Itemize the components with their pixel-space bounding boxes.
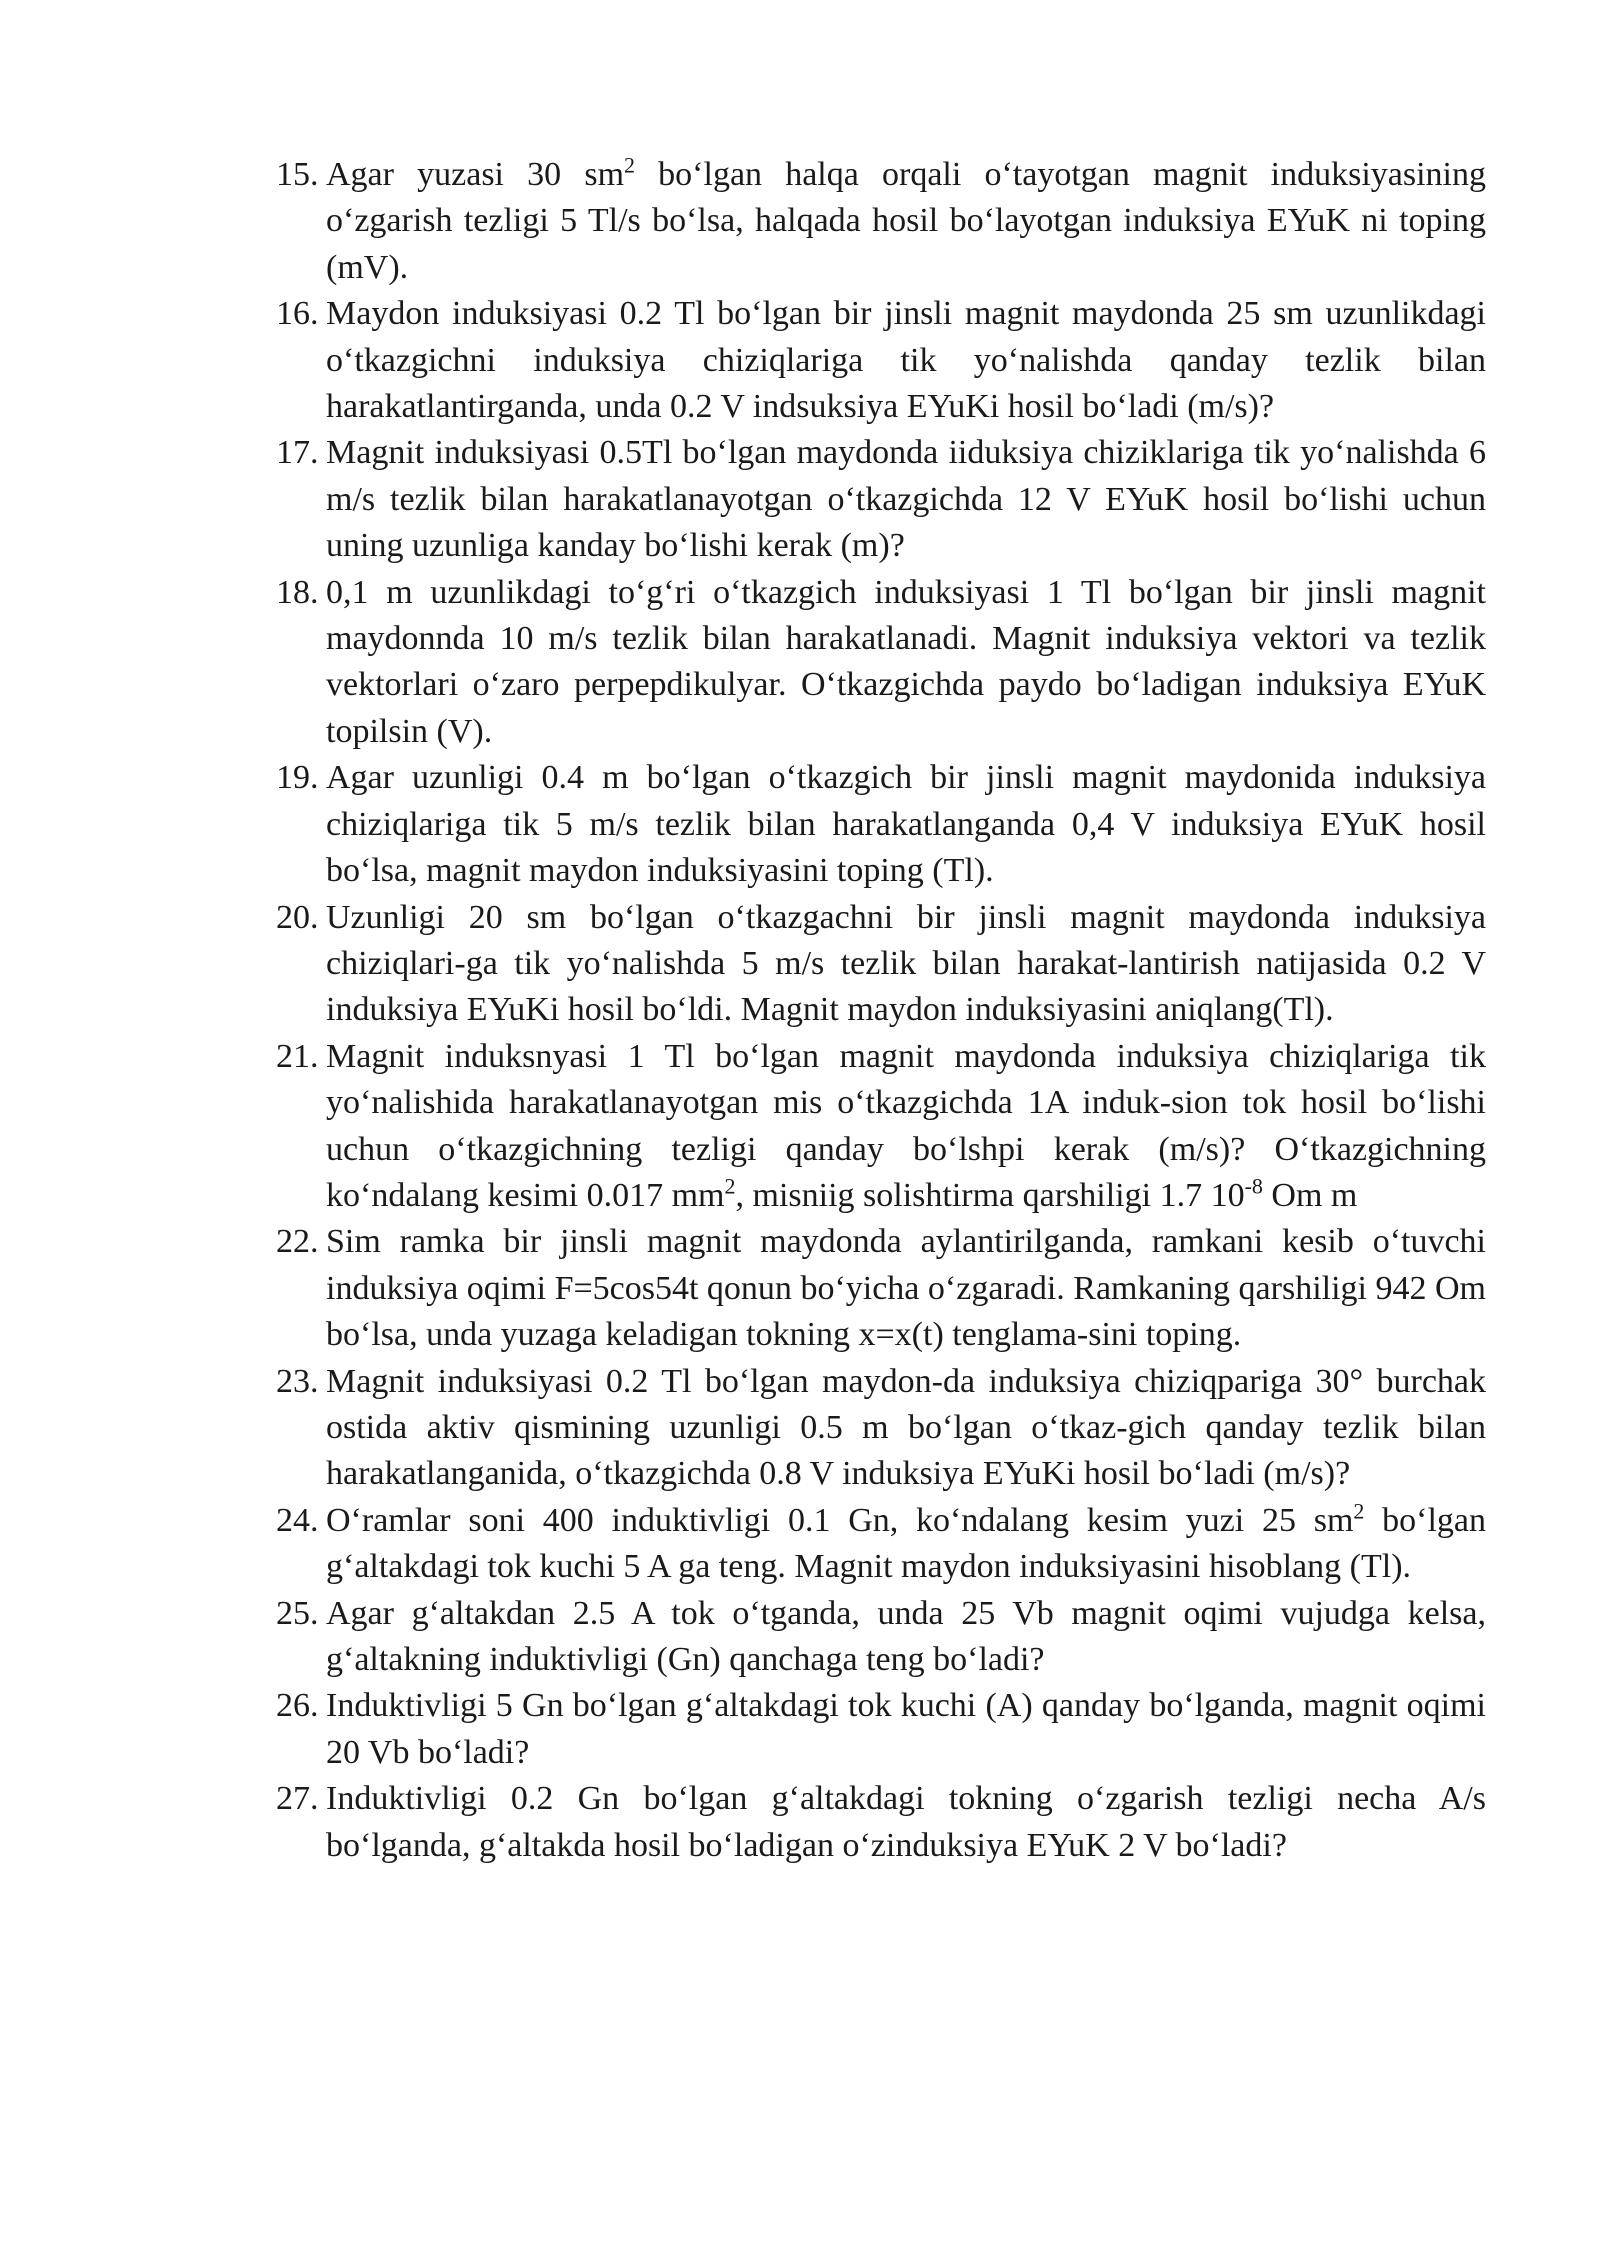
problem-number: 27. [276,1780,319,1818]
superscript: -8 [1244,1173,1263,1199]
problem-text [326,1363,1486,1493]
superscript: 2 [1353,1498,1365,1524]
problem-item [276,1498,1486,1591]
problem-number: 26. [276,1687,319,1725]
text-run: Agar g‘altakdan 2.5 A tok o‘tganda, unda 25 Vb magnit oqimi vujudga kelsa, g‘altakning induktivligi (Gn) qanchaga teng bo‘ladi? [326,1594,1486,1678]
problem-item [276,570,1486,756]
problem-item [276,1776,1486,1869]
problem-item [276,1683,1486,1776]
problem-number: 16. [276,295,319,333]
problem-number: 20. [276,898,319,936]
problem-item [276,152,1486,291]
problem-item [276,1591,1486,1684]
text-run: Agar uzunligi 0.4 m bo‘lgan o‘tkazgich bir jinsli magnit maydonida induksiya chiziqlariga tik 5 m/s tezlik bilan harakatlanganda 0,4 V induksiya EYuK hosil bo‘lsa, magnit maydon induksiyasini toping (Tl). [326,759,1486,890]
text-run: Induktivligi 5 Gn bo‘lgan g‘altakdagi tok kuchi (A) qanday bo‘lganda, magnit oqimi 20 Vb bo‘ladi? [326,1687,1486,1771]
problem-item [276,291,1486,430]
text-run: Maydon induksiyasi 0.2 Tl bo‘lgan bir jinsli magnit maydonda 25 sm uzunlikdagi o‘tkazgichni induksiya chiziqlariga tik yo‘nalishda qanday tezlik bilan harakatlantirganda, unda 0.2 V indsuksiya EYuKi hosil bo‘ladi (m/s)? [326,295,1486,426]
text-run: Magnit induksiyasi 0.5Tl bo‘lgan maydonda iiduksiya chiziklariga tik yo‘nalishda 6 m/s tezlik bilan harakatlanayotgan o‘tkazgichda 12 V EYuK hosil bo‘lishi uchun uning uzunliga kanday bo‘lishi kerak (m)? [326,434,1486,565]
text-run: bo‘lgan g‘altakdagi tok kuchi 5 A ga teng. Magnit maydon induksiyasini hisoblang (Tl). [326,1501,1486,1586]
problem-text [326,434,1486,564]
problem-text [326,1595,1486,1678]
problem-item [276,755,1486,894]
problem-text [326,152,1486,286]
superscript: 2 [624,152,636,178]
problem-text [326,1223,1486,1353]
problem-number: 15. [276,156,319,193]
text-run: bo‘lgan halqa orqali o‘tayotgan magnit induksiyasining o‘zgarish tezligi 5 Tl/s bo‘lsa, halqada hosil bo‘layotgan induksiya EYuK ni toping (mV). [326,156,1486,286]
text-run: 0,1 m uzunlikdagi to‘g‘ri o‘tkazgich induksiyasi 1 Tl bo‘lgan bir jinsli magnit maydonnda 10 m/s tezlik bilan harakatlanadi. Magnit induksiya vektori va tezlik vektorlari o‘zaro perpepdikulyar. O‘tkazgichda paydo bo‘ladigan induksiya EYuK topilsin (V). [326,573,1486,750]
text-run: Induktivligi 0.2 Gn bo‘lgan g‘altakdagi tokning o‘zgarish tezligi necha A/s bo‘lganda, g‘altakda hosil bo‘ladigan o‘zinduksiya EYuK 2 V bo‘ladi? [326,1780,1486,1864]
text-run: Magnit induksnyasi 1 Tl bo‘lgan magnit maydonda induksiya chiziqlariga tik yo‘nalishida harakatlanayotgan mis o‘tkazgichda 1A induk-sion tok hosil bo‘lishi uchun o‘tkazgichning tezligi qanday bo‘lshpi kerak (m/s)? O‘tkazgichning ko‘ndalang kesimi 0.017 mm [326,1037,1486,1214]
problem-item [276,1034,1486,1220]
problem-text [326,295,1486,425]
problem-text [326,1687,1486,1770]
text-run: Agar yuzasi 30 sm [326,156,625,193]
problem-number: 18. [276,573,319,611]
problem-text [326,1498,1486,1586]
text-run: Om m [1262,1176,1358,1214]
problem-number: 25. [276,1594,319,1632]
problem-number: 22. [276,1223,319,1261]
problem-text [326,759,1486,889]
problem-item [276,1219,1486,1358]
problem-item [276,430,1486,569]
problem-number: 21. [276,1037,319,1075]
text-run: , misniig solishtirma qarshiligi 1.7 10 [735,1176,1245,1214]
problem-list [276,152,1486,1869]
superscript: 2 [724,1173,736,1199]
problem-text [326,1780,1486,1863]
problem-item [276,1359,1486,1498]
problem-item [276,895,1486,1034]
text-run: Magnit induksiyasi 0.2 Tl bo‘lgan maydon-da induksiya chiziqpariga 30° burchak ostida aktiv qismining uzunligi 0.5 m bo‘lgan o‘tkaz-gich qanday tezlik bilan harakatlanganida, o‘tkazgichda 0.8 V induksiya EYuKi hosil bo‘ladi (m/s)? [326,1362,1486,1493]
text-run: Sim ramka bir jinsli magnit maydonda aylantirilganda, ramkani kesib o‘tuvchi induksiya oqimi F=5cos54t qonun bo‘yicha o‘zgaradi. Ramkaning qarshiligi 942 Om bo‘lsa, unda yuzaga keladigan tokning x=x(t) tenglama-sini toping. [326,1223,1486,1354]
problem-number: 19. [276,759,319,797]
text-run: Uzunligi 20 sm bo‘lgan o‘tkazgachni bir jinsli magnit maydonda induksiya chiziqlari-ga tik yo‘nalishda 5 m/s tezlik bilan harakat-lantirish natijasida 0.2 V induksiya EYuKi hosil bo‘ldi. Magnit maydon induksiyasini aniqlang(Tl). [326,898,1486,1029]
problem-text [326,899,1486,1029]
problem-number: 17. [276,434,319,472]
text-run: O‘ramlar soni 400 induktivligi 0.1 Gn, ko‘ndalang kesim yuzi 25 sm [326,1501,1354,1539]
problem-number: 24. [276,1501,319,1539]
problem-text [326,1038,1486,1214]
problem-text [326,574,1486,750]
problem-number: 23. [276,1362,319,1400]
